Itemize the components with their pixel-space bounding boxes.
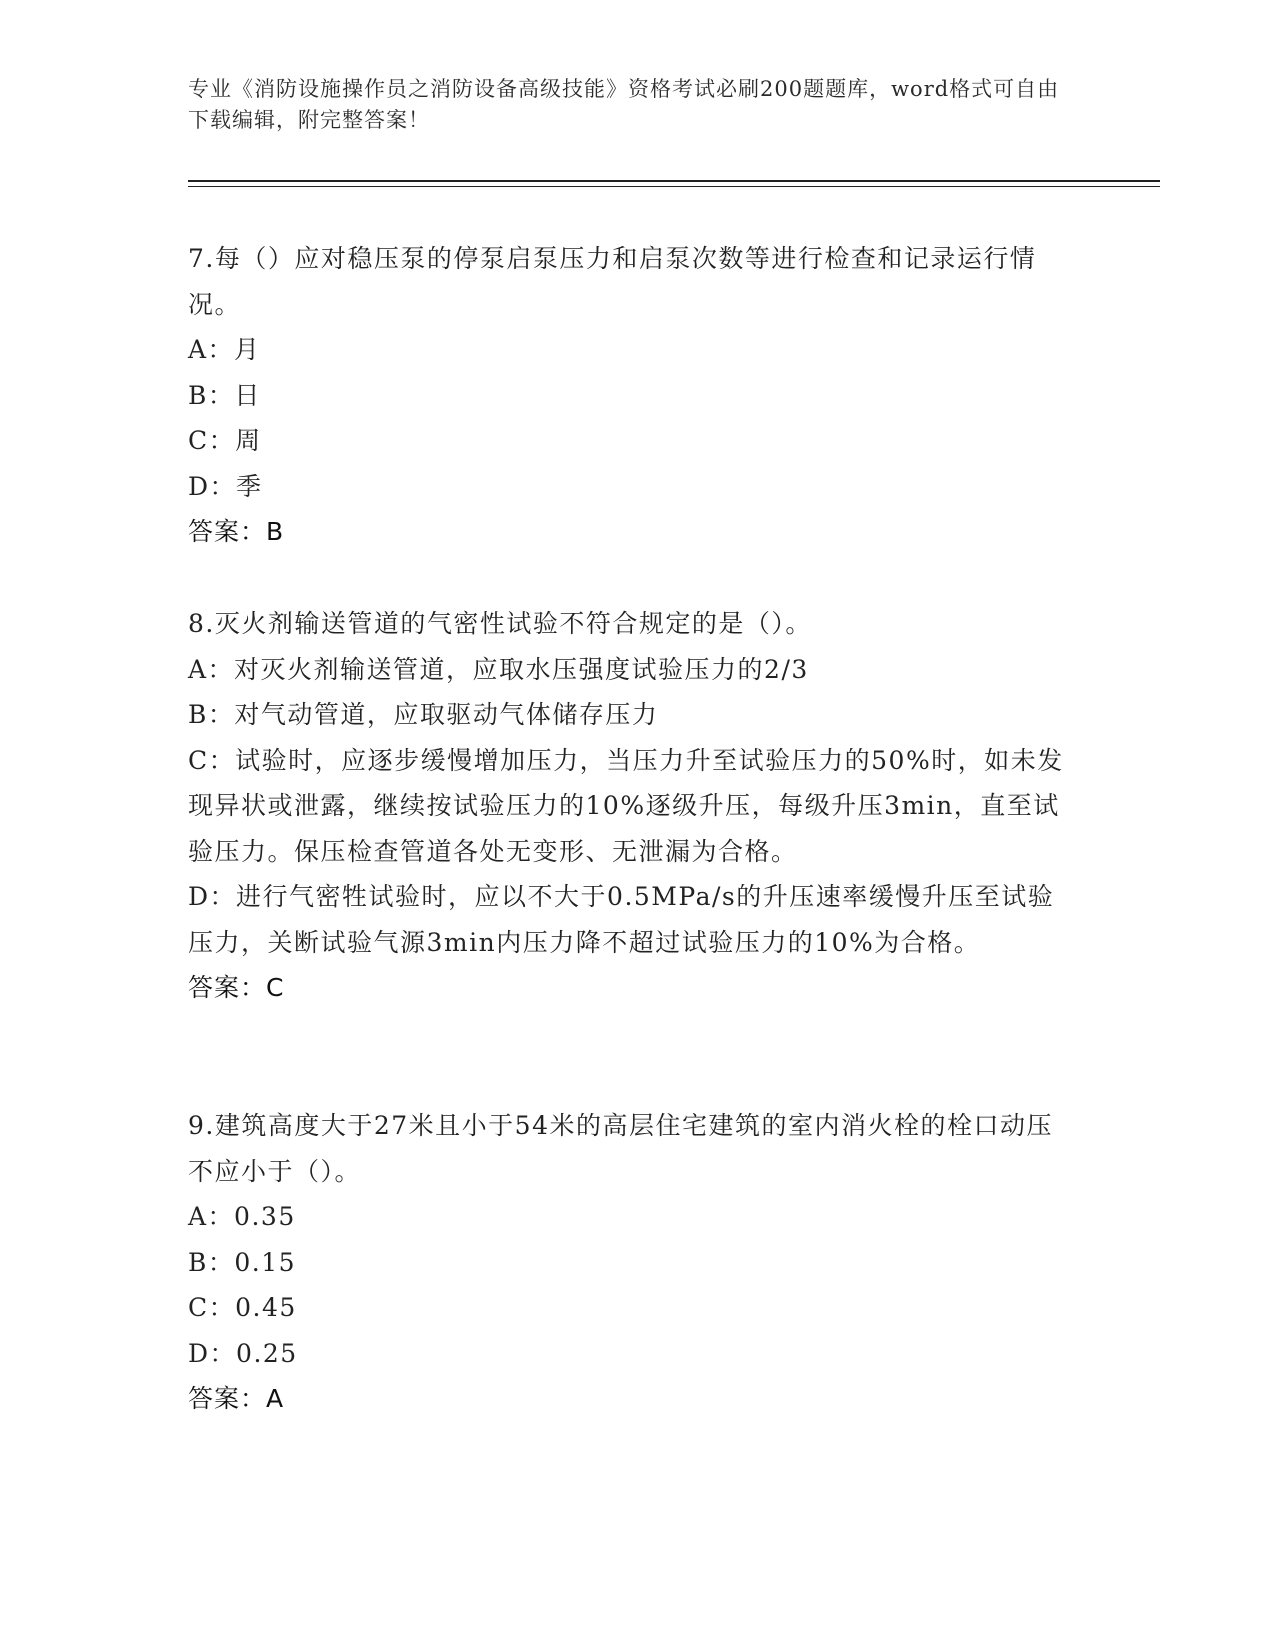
option-c: C：试验时，应逐步缓慢增加压力，当压力升至试验压力的50%时，如未发现异状或泄露，继续按试验压力的10%逐级升压，每级升压3min，直至试验压力。保压检查管道各处无变形、无泄漏为合格。 (188, 745, 1064, 866)
question-stem: 9.建筑高度大于27米且小于54米的高层住宅建筑的室内消火栓的栓口动压不应小于（）。 (188, 1111, 1053, 1186)
option-c: C：0.45 (188, 1293, 297, 1322)
question-stem: 7.每（）应对稳压泵的停泵启泵压力和启泵次数等进行检查和记录运行情况。 (188, 244, 1037, 319)
option-c: C：周 (188, 426, 262, 455)
option-a: A：对灭火剂输送管道，应取水压强度试验压力的2/3 (188, 654, 809, 684)
header-divider-thick (188, 180, 1160, 182)
answer-line: 答案：A (188, 1384, 285, 1413)
option-b: B：0.15 (188, 1247, 297, 1277)
document-header: 专业《消防设施操作员之消防设备高级技能》资格考试必刷200题题库，word格式可自由下载编辑，附完整答案！ (188, 77, 1060, 132)
header-divider-thin (188, 186, 1160, 187)
question-7 (188, 236, 1068, 555)
option-d: D：季 (188, 471, 263, 501)
question-9 (188, 1103, 1068, 1422)
answer-line: 答案：B (188, 517, 285, 546)
answer-line: 答案：C (188, 973, 285, 1002)
option-d: D：0.25 (188, 1338, 298, 1368)
option-b: B：对气动管道，应取驱动气体储存压力 (188, 700, 659, 729)
option-d: D：进行气密牲试验时，应以不大于0.5MPa/s的升压速率缓慢升压至试验压力，关断试验气源3min内压力降不超过试验压力的10%为合格。 (188, 882, 1055, 957)
option-a: A：0.35 (188, 1202, 296, 1231)
option-a: A：月 (188, 335, 261, 364)
question-stem: 8.灭火剂输送管道的气密性试验不符合规定的是（）。 (188, 609, 812, 638)
option-b: B：日 (188, 380, 261, 410)
question-8 (188, 601, 1068, 1011)
